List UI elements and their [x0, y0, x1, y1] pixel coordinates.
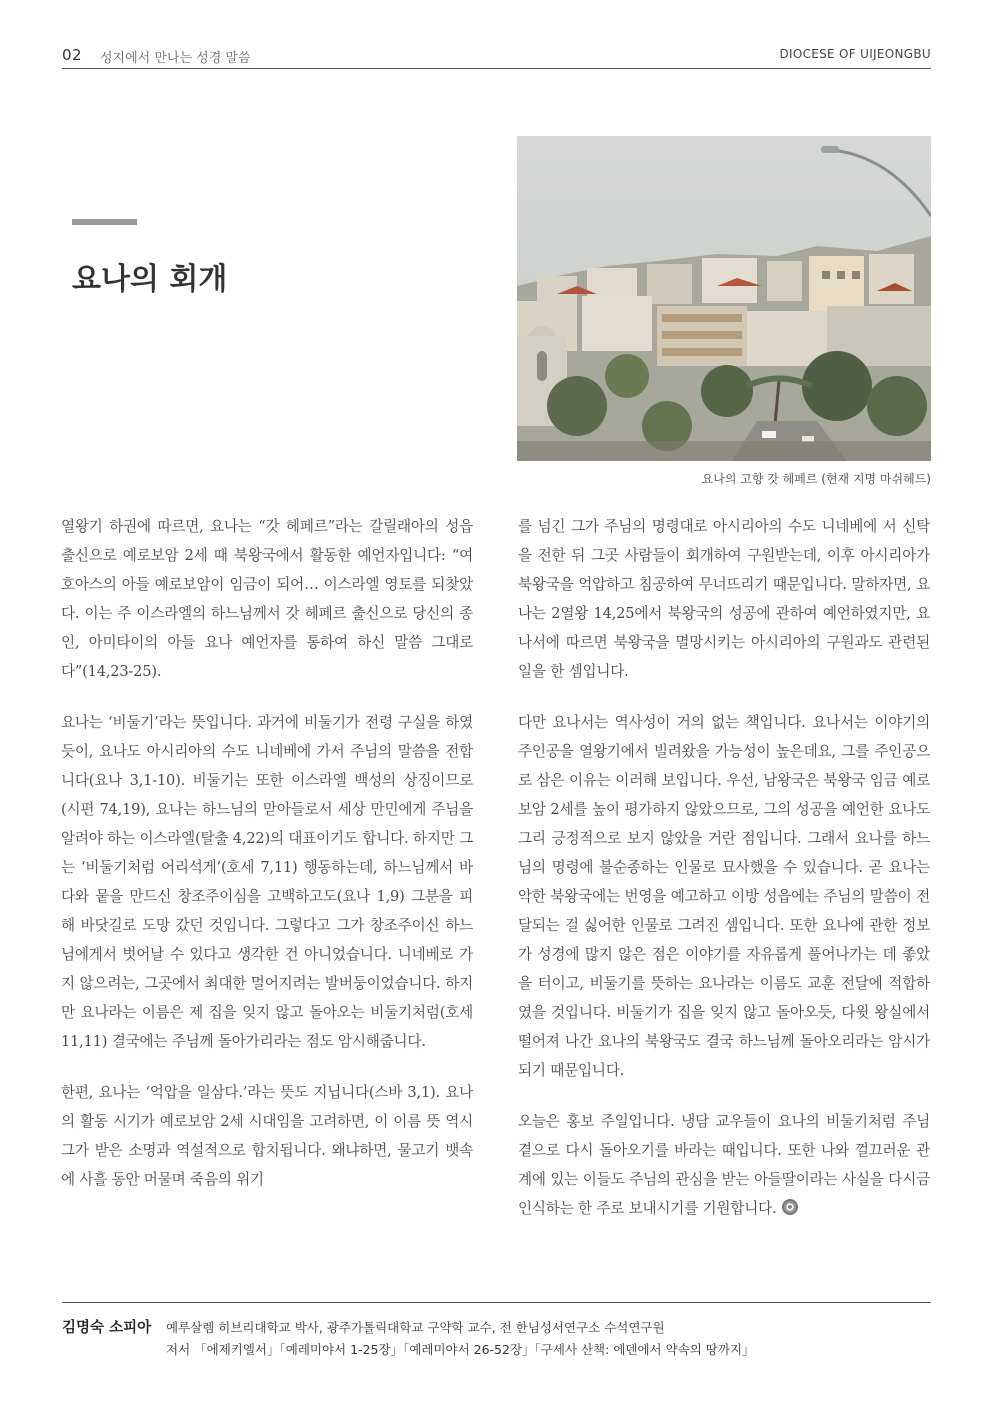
author-bio-line2: 저서 「에제키엘서」「예레미야서 1-25장」「예레미야서 26-52장」「구세사 산책: 에덴에서 약속의 땅까지」	[166, 1342, 755, 1357]
page-number: 02	[62, 46, 83, 64]
paragraph: 한편, 요나는 ‘억압을 일삼다.’라는 뜻도 지닙니다(스바 3,1). 요나의 활동 시기가 예로보암 2세 시대임을 고려하면, 이 이름 뜻 역시 그가 받은 소명과 역설적으로 합치됩니다. 왜냐하면, 물고기 뱃속에 사흘 동안 머물며 죽음의 위기	[61, 1084, 473, 1188]
author-bio-line1: 예루살렘 히브리대학교 박사, 광주가톨릭대학교 구약학 교수, 전 한님성서연구소 수석연구원	[166, 1320, 665, 1335]
paragraph: 다만 요나서는 역사성이 거의 없는 책입니다. 요나서는 이야기의 주인공을 열왕기에서 빌려왔을 가능성이 높은데요, 그를 주인공으로 삼은 이유는 이러해 보입니다. 우선, 남왕국은 북왕국 임금 예로보암 2세를 높이 평가하지 않았으므로, 그의 성공을 예언한 요나도 그리 긍정적으로 보지 않았을 거란 점입니다. 그래서 요나를 하느님의 명령에 불순종하는 인물로 묘사했을 수 있습니다. 곧 요나는 악한 북왕국에는 번영을 예고하고 이방 성읍에는 주님의 말씀이 전달되는 걸 싫어한 인물로 그려진 셈입니다. 또한 요나에 관한 정보가 성경에 많지 않은 점은 이야기를 자유롭게 풀어나가는 데 좋았을 터이고, 비둘기를 뜻하는 요나라는 이름도 교훈 전달에 적합하였을 것입니다. 비둘기가 집을 잊지 않고 돌아오듯, 다윗 왕실에서 떨어져 나간 요나의 북왕국도 결국 하느님께 돌아오리라는 암시가 되기 때문입니다.	[518, 714, 930, 1079]
article-title: 요나의 회개	[72, 262, 228, 297]
title-accent-bar	[72, 219, 137, 225]
paragraph: 열왕기 하권에 따르면, 요나는 “갓 헤페르”라는 갈릴래아의 성읍 출신으로 예로보암 2세 때 북왕국에서 활동한 예언자입니다: “여호아스의 아들 예로보암이 임금이 되어… 이스라엘 영토를 되찾았다. 이는 주 이스라엘의 하느님께서 갓 헤페르 출신으로 당신의 종인, 아미타이의 아들 요나 예언자를 통하여 하신 말씀 그대로다”(14,23-25).	[61, 518, 473, 680]
diocese-name: DIOCESE OF UIJEONGBU	[779, 47, 931, 61]
author-footer	[62, 1302, 931, 1357]
page-header	[62, 44, 931, 69]
author-name: 김명숙 소피아	[62, 1320, 152, 1336]
paragraph: 를 넘긴 그가 주님의 명령대로 아시리아의 수도 니네베에 서 신탁을 전한 뒤 그곳 사람들이 회개하여 구원받는데, 이후 아시리아가 북왕국을 억압하고 침공하여 무너뜨리기 때문입니다. 말하자면, 요나는 2열왕 14,25에서 북왕국의 성공에 관하여 예언하였지만, 요나서에 따르면 북왕국을 멸망시키는 아시리아의 구원과도 관련된 일을 한 셈입니다.	[518, 518, 930, 680]
right-column	[518, 512, 930, 1245]
paragraph: 요나는 ‘비둘기’라는 뜻입니다. 과거에 비둘기가 전령 구실을 하였듯이, 요나도 아시리아의 수도 니네베에 가서 주님의 말씀을 전합니다(요나 3,1-10). 비둘기는 또한 이스라엘 백성의 상징이므로(시편 74,19), 요나는 하느님의 맏아들로서 세상 만민에게 주님을 알려야 하는 이스라엘(탈출 4,22)의 대표이기도 합니다. 하지만 그는 ‘비둘기처럼 어리석게’(호세 7,11) 행동하는데, 하느님께서 바다와 뭍을 만드신 창조주이심을 고백하고도(요나 1,9) 그분을 피해 바닷길로 도망 갔던 것입니다. 그렇다고 그가 창조주이신 하느님에게서 벗어날 수 있다고 생각한 건 아니었습니다. 니네베로 가지 않으려는, 그곳에서 최대한 멀어지려는 발버둥이었습니다. 하지만 요나라는 이름은 제 집을 잊지 않고 돌아오는 비둘기처럼(호세 11,11) 결국에는 주님께 돌아가리라는 점도 암시해줍니다.	[61, 714, 473, 1050]
photo-caption: 요나의 고향 갓 헤페르 (현재 지명 마쉬헤드)	[701, 472, 931, 486]
end-mark-icon	[782, 1199, 798, 1215]
closing-paragraph	[518, 1107, 930, 1223]
town-photo	[517, 136, 931, 461]
closing-text: 오늘은 홍보 주일입니다. 냉담 교우들이 요나의 비둘기처럼 주님 곁으로 다시 돌아오기를 바라는 때입니다. 또한 나와 껄끄러운 관계에 있는 이들도 주님의 관심을 받는 아들딸이라는 사실을 다시금 인식하는 한 주로 보내시기를 기원합니다.	[518, 1113, 930, 1217]
section-title: 성지에서 만나는 성경 말씀	[100, 51, 251, 66]
left-column	[61, 512, 473, 1216]
